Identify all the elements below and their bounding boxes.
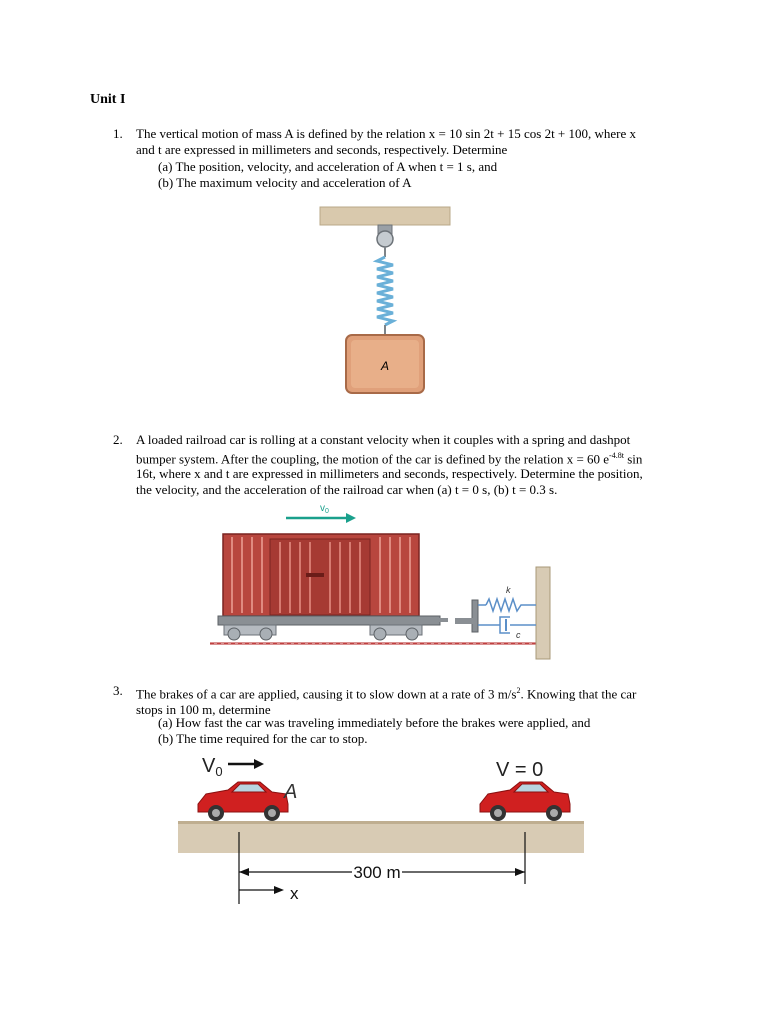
spring-label: k [506, 585, 511, 595]
wall [536, 567, 550, 659]
q2-line-2-tail: sin [623, 450, 643, 466]
q3-parts [158, 715, 590, 746]
q3-line-1 [136, 683, 696, 702]
q2-line-3: 16t, where x and t are expressed in millimeters and seconds, respectively. Determine the position, [136, 466, 643, 482]
q3-line-1-after: . Knowing that the car [520, 686, 637, 702]
v0-label: $V_0$ [202, 755, 223, 779]
car-a [198, 782, 288, 821]
q2-line-2 [136, 448, 696, 467]
braking-car-figure [176, 750, 588, 910]
q2-text [136, 432, 696, 497]
ceiling [320, 207, 450, 225]
spring-mass-figure [318, 205, 452, 400]
q1-part-a: (a) The position, velocity, and acceleration of A when t = 1 s, and [158, 159, 498, 174]
spring [377, 257, 393, 325]
q1-part-b: (b) The maximum velocity and acceleration of A [158, 174, 412, 190]
mass-label: A [380, 359, 390, 373]
hook-ring [377, 231, 393, 247]
x-label: x [290, 884, 299, 903]
bumper-plate [472, 600, 478, 632]
q2-line-4: the velocity, and the acceleration of the railroad car when (a) t = 0 s, (b) t = 0.3 s. [136, 481, 558, 497]
distance-label: 300 m [353, 863, 401, 882]
q1-line-2: and t are expressed in millimeters and seconds, respectively. Determine [136, 141, 508, 157]
car-b [480, 782, 570, 821]
wheels [224, 625, 422, 640]
q3-line-1-main: The brakes of a car are applied, causing it to slow down at a rate of 3 m/s [136, 686, 517, 702]
q1-number: 1. [113, 126, 123, 141]
bumper-spring [486, 599, 536, 611]
q1-parts [158, 159, 497, 190]
q2-line-1: A loaded railroad car is rolling at a constant velocity when it couples with a spring and dashpot [136, 432, 631, 447]
q3-line-1-sup: 2 [516, 686, 521, 695]
q2-line-2-main: bumper system. After the coupling, the motion of the car is defined by the relation x = 60 e [136, 450, 610, 466]
unit-heading: Unit I [90, 92, 126, 107]
q1-line-1: The vertical motion of mass A is defined by the relation x = 10 sin 2t + 15 cos 2t + 100, where x [136, 126, 637, 141]
q2-number: 2. [113, 432, 123, 447]
q3-line-2: stops in 100 m, determine [136, 701, 271, 717]
q1-text [136, 126, 696, 157]
velocity-label: $v_0$ [320, 503, 329, 515]
damper-label: c [516, 630, 521, 640]
q3-text [136, 683, 696, 717]
q3-part-b: (b) The time required for the car to stop. [158, 730, 368, 746]
railcar-chassis [218, 616, 440, 625]
railroad-car-figure [210, 497, 555, 667]
q3-part-a: (a) How fast the car was traveling immediately before the brakes were applied, and [158, 715, 591, 730]
car-a-label: A [284, 781, 298, 803]
q3-number: 3. [113, 683, 123, 698]
final-velocity-label: V = 0 [496, 759, 544, 781]
q2-exponent: -4.8t [609, 450, 624, 460]
